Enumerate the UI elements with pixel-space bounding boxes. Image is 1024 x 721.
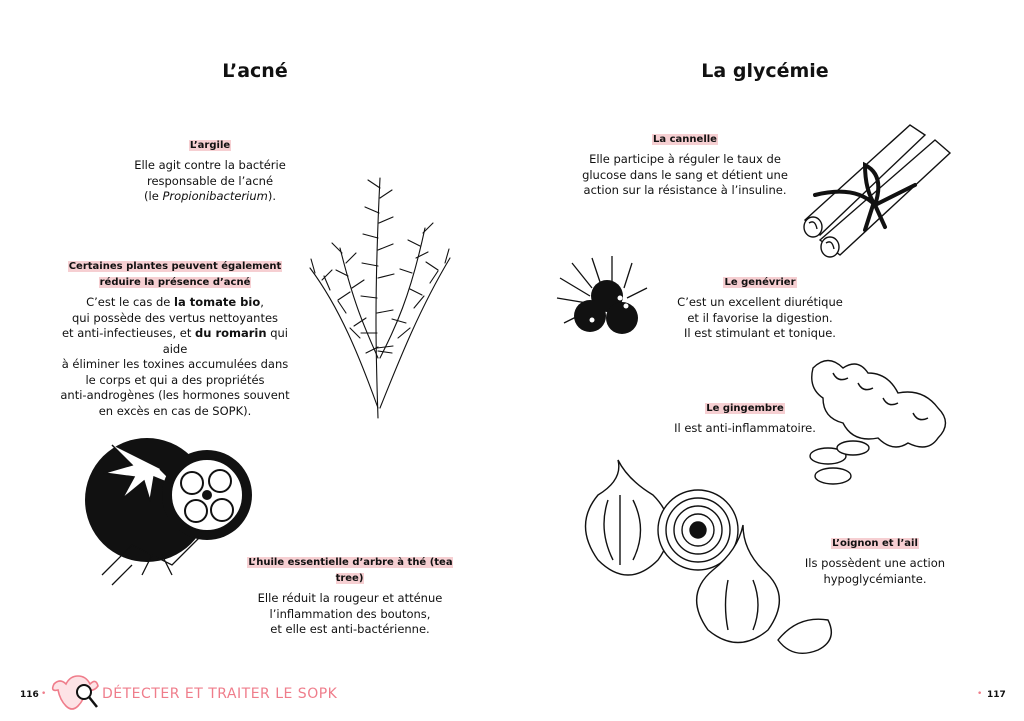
argile-text: Elle agit contre la bactérie responsable de l’acné (le Propionibacterium). <box>134 158 286 203</box>
plantes-block <box>50 258 300 419</box>
oignon-text: Ils possèdent une action hypoglycémiante. <box>804 556 946 586</box>
gingembre-text: Il est anti-inflammatoire. <box>674 421 816 435</box>
teatree-block <box>240 554 460 638</box>
teatree-text: Elle réduit la rougeur et atténue l’inflammation des boutons, et elle est anti-bactérienne. <box>257 591 443 636</box>
cannelle-block <box>570 131 800 199</box>
argile-heading: L’argile <box>189 140 231 151</box>
rosemary-illustration <box>300 158 460 423</box>
cinnamon-illustration <box>795 115 970 265</box>
left-page-title: L’acné <box>222 60 288 82</box>
left-footer-dot: • <box>41 689 47 699</box>
genevrier-block <box>655 274 865 342</box>
cannelle-heading: La cannelle <box>653 134 717 145</box>
argile-block <box>100 137 320 205</box>
left-page-number: 116 <box>20 690 39 700</box>
plantes-text: C’est le cas de la tomate bio, qui possède des vertus nettoyantes et anti-infectieuses, et du romarin qui aide à éliminer les toxines accumulées dans le corps et qui a des propriétés anti-androgènes (les hormones souvent en excès en cas de SOPK). <box>60 295 290 418</box>
book-title: DÉTECTER ET TRAITER LE SOPK <box>102 686 338 702</box>
teatree-heading: L’huile essentielle d’arbre à thé (tea tree) <box>248 557 453 584</box>
cannelle-text: Elle participe à réguler le taux de glucose dans le sang et détient une action sur la résistance à l’insuline. <box>582 152 788 197</box>
oignon-heading: L’oignon et l’ail <box>832 538 918 549</box>
right-page-number: 117 <box>987 690 1006 700</box>
genevrier-heading: Le genévrier <box>724 277 796 288</box>
plantes-heading-line-1: Certaines plantes peuvent également <box>68 261 282 272</box>
uterus-magnifier-logo <box>50 672 98 712</box>
tomato-illustration <box>72 425 262 595</box>
onion-garlic-illustration <box>578 455 858 665</box>
juniper-illustration <box>552 248 672 343</box>
right-footer-dot: • <box>977 689 983 699</box>
gingembre-heading: Le gingembre <box>706 403 784 414</box>
right-page-title: La glycémie <box>701 60 829 82</box>
genevrier-text: C’est un excellent diurétique et il favorise la digestion. Il est stimulant et tonique. <box>677 295 843 340</box>
plantes-heading-line-2: réduire la présence d’acné <box>99 277 251 288</box>
